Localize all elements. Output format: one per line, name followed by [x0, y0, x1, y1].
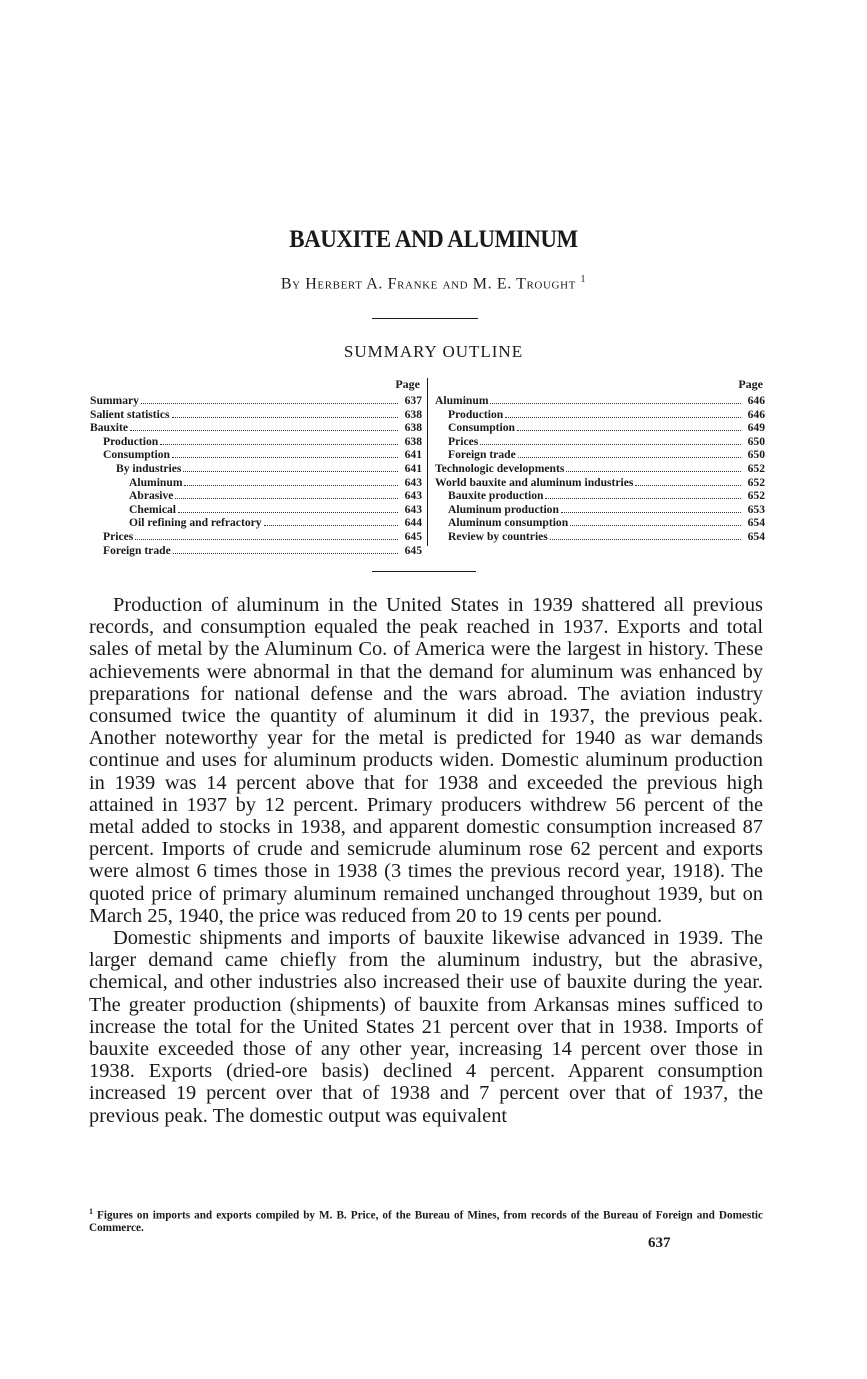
outline-entry-page: 643 [404, 475, 422, 489]
outline-entry-label: Aluminum [435, 394, 489, 407]
outline-entry [90, 462, 422, 476]
leader-dots [172, 408, 398, 418]
outline-entry-page: 654 [747, 516, 765, 530]
outline-entry [90, 516, 422, 530]
outline-entry-label: Foreign trade [448, 448, 516, 462]
page-column-header: Page [395, 377, 420, 391]
outline-entry-label: Chemical [129, 502, 177, 516]
outline-entry-label: Technologic developments [435, 461, 565, 475]
outline-divider [372, 571, 476, 572]
outline-entry-page: 646 [747, 394, 765, 407]
byline [0, 274, 867, 293]
leader-dots [130, 421, 398, 431]
outline-entry [90, 408, 422, 422]
leader-dots [264, 516, 398, 526]
outline-entry-page: 638 [404, 434, 422, 448]
outline-entry-page: 646 [747, 407, 765, 421]
leader-dots [570, 516, 741, 526]
outline-entry-label: Consumption [103, 448, 171, 462]
page-column-header: Page [738, 377, 763, 391]
leader-dots [490, 394, 741, 404]
outline-entry-label: Abrasive [129, 489, 174, 503]
leader-dots [184, 476, 398, 486]
outline-entry [435, 489, 765, 503]
outline-entry-label: Production [448, 407, 504, 421]
outline-entry-label: Aluminum consumption [448, 516, 569, 530]
outline-entry [90, 544, 422, 558]
outline-entry-label: Aluminum production [448, 502, 559, 516]
outline-entry-label: Prices [103, 529, 134, 543]
leader-dots [517, 421, 741, 431]
page-title: BAUXITE AND ALUMINUM [289, 226, 578, 253]
outline-entry-label: Foreign trade [103, 543, 171, 557]
leader-dots [561, 503, 741, 513]
leader-dots [545, 489, 741, 499]
outline-entry [90, 476, 422, 490]
title-divider [372, 318, 478, 319]
outline-column-divider [427, 378, 428, 546]
outline-entry-page: 652 [747, 475, 765, 489]
outline-entry [90, 530, 422, 544]
footnote-marker: 1 [89, 1207, 93, 1216]
outline-entry [90, 435, 422, 449]
outline-entry-page: 652 [747, 489, 765, 503]
outline-entry [435, 421, 765, 435]
leader-dots [635, 476, 741, 486]
outline-entry-page: 643 [404, 489, 422, 503]
outline-entry-page: 649 [747, 421, 765, 435]
outline-entry [435, 448, 765, 462]
outline-entry-label: Oil refining and refractory [129, 516, 262, 530]
outline-entry-label: By industries [116, 461, 182, 475]
outline-entry-page: 643 [404, 502, 422, 516]
outline-entry-label: World bauxite and aluminum industries [435, 475, 634, 489]
outline-entry-label: Production [103, 434, 159, 448]
outline-entry [435, 462, 765, 476]
outline-entry-label: Consumption [448, 421, 516, 435]
outline-entry-page: 641 [404, 461, 422, 475]
leader-dots [135, 530, 398, 540]
outline-entry [435, 530, 765, 544]
leader-dots [480, 435, 741, 445]
outline-entry [435, 435, 765, 449]
summary-outline-heading: SUMMARY OUTLINE [343, 342, 524, 361]
outline-entry-page: 637 [404, 394, 422, 407]
byline-authors: By Herbert A. Franke and M. E. Trought [280, 275, 576, 293]
leader-dots [172, 448, 398, 458]
outline-entry-page: 650 [747, 434, 765, 448]
outline-entry-label: Prices [448, 434, 479, 448]
paragraph: Domestic shipments and imports of bauxite likewise advanced in 1939. The larger demand came chiefly from the aluminum industry, but the abrasive, chemical, and other industries also increased their use of bauxite during the year. The greater production (shipments) of bauxite from Arkansas mines sufficed to increase the total for the United States 21 percent over that in 1938. Imports of bauxite exceeded those of any other year, increasing 14 percent over those in 1938. Exports (dried-ore basis) declined 4 percent. Apparent consumption increased 19 percent over that of 1938 and 7 percent over that of 1937, the previous peak. The domestic output was equivalent [89, 927, 763, 1127]
outline-entry [435, 408, 765, 422]
outline-entry [90, 489, 422, 503]
outline-entry-page: 641 [404, 448, 422, 462]
outline-entry-page: 644 [404, 516, 422, 530]
outline-entry-label: Salient statistics [90, 407, 170, 421]
outline-entry [90, 503, 422, 517]
page-number: 637 [648, 1235, 671, 1251]
outline-entry-label: Review by countries [448, 529, 548, 543]
leader-dots [178, 503, 398, 513]
outline-entry-page: 645 [404, 529, 422, 543]
leader-dots [175, 489, 398, 499]
outline-entry [90, 394, 422, 408]
leader-dots [550, 530, 741, 540]
outline-entry [435, 503, 765, 517]
footnote [89, 1206, 763, 1234]
outline-entry-label: Aluminum [129, 475, 183, 489]
body-text [89, 594, 763, 1127]
outline-entry [435, 476, 765, 490]
outline-entry [90, 421, 422, 435]
leader-dots [173, 544, 398, 554]
outline-entry-page: 653 [747, 502, 765, 516]
leader-dots [505, 408, 741, 418]
leader-dots [566, 462, 741, 472]
outline-entry-page: 638 [404, 421, 422, 435]
outline-entry-page: 650 [747, 448, 765, 462]
outline-entry-page: 652 [747, 461, 765, 475]
leader-dots [183, 462, 398, 472]
paragraph: Production of aluminum in the United States in 1939 shattered all previous records, and consumption equaled the peak reached in 1937. Exports and total sales of metal by the Aluminum Co. of America were the largest in history. These achievements were abnormal in that the demand for aluminum was enhanced by preparations for national defense and the wars abroad. The aviation industry consumed twice the quantity of aluminum it did in 1937, the previous peak. Another noteworthy year for the metal is predicted for 1940 as war demands continue and uses for aluminum products widen. Domestic aluminum production in 1939 was 14 percent above that for 1938 and exceeded the previous high attained in 1937 by 12 percent. Primary producers withdrew 56 percent of the metal added to stocks in 1938, and apparent domestic consumption increased 87 percent. Imports of crude and semicrude aluminum rose 62 percent and exports were almost 6 times those in 1938 (3 times the previous record year, 1918). The quoted price of primary aluminum remained unchanged throughout 1939, but on March 25, 1940, the price was reduced from 20 to 19 cents per pound. [89, 594, 763, 927]
outline-entry-label: Bauxite production [448, 489, 544, 503]
outline-entry-page: 638 [404, 407, 422, 421]
outline-right-column [435, 378, 765, 544]
outline-entry-page: 654 [747, 529, 765, 543]
byline-footnote-ref: 1 [580, 274, 587, 285]
outline-entry [435, 516, 765, 530]
leader-dots [141, 394, 398, 404]
leader-dots [518, 448, 741, 458]
outline-entry [90, 448, 422, 462]
outline-entry-label: Bauxite [90, 421, 129, 435]
outline-entry [435, 394, 765, 408]
footnote-text: Figures on imports and exports compiled by M. B. Price, of the Bureau of Mines, from records of the Bureau of Foreign and Domestic Commerce. [89, 1209, 764, 1234]
leader-dots [160, 435, 398, 445]
outline-entry-label: Summary [90, 394, 139, 407]
outline-left-column [90, 378, 422, 557]
outline-entry-page: 645 [404, 543, 422, 557]
